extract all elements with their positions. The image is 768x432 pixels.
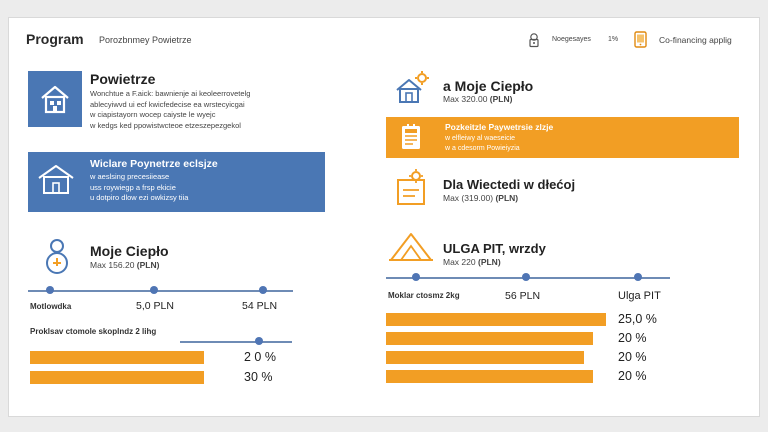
house-icon [28, 71, 82, 127]
powietrze-title: Powietrze [90, 71, 156, 87]
progress-bar [30, 351, 230, 364]
progress-fill [30, 371, 204, 384]
left-bars-track[interactable] [180, 341, 292, 343]
left-slider-track[interactable] [28, 290, 293, 292]
progress-fill [386, 370, 593, 383]
powietrze-description [90, 89, 310, 131]
tent-icon [387, 228, 435, 264]
progress-percent: 20 % [618, 331, 647, 345]
left-slider-value: 54 PLN [242, 300, 278, 312]
progress-percent: 20 % [618, 369, 647, 383]
progress-fill [386, 313, 606, 326]
app-title: Program [26, 31, 84, 47]
certificate-icon [394, 168, 430, 208]
orange-banner-line: w a cdesorm Powieiyzia [445, 145, 520, 152]
orange-banner-title: Pozkeitzle Paywetrsie zlzje [445, 122, 554, 132]
max-value: Max 320.00 [443, 94, 488, 104]
orange-banner[interactable] [386, 117, 739, 158]
left-bars-label: Proklsav ctomole skoplndz 2 lihg [30, 327, 157, 336]
document-icon [400, 123, 422, 151]
max-value: Max (319.00) [443, 193, 494, 203]
orange-banner-text [445, 134, 520, 154]
dla-wieciedi-title: Dla Wiectedi w dłećoj [443, 177, 576, 192]
lock-icon[interactable] [527, 32, 541, 48]
slider-handle[interactable] [634, 273, 642, 281]
cofinancing-link[interactable]: Co-financing applig [659, 35, 732, 45]
progress-fill [386, 332, 593, 345]
progress-bar [386, 313, 606, 326]
a-moje-cieplo-max [443, 94, 512, 104]
a-moje-cieplo-title: a Moje Ciepło [443, 78, 534, 94]
status-label: Noegesayes [552, 36, 591, 43]
person-icon [44, 238, 70, 276]
progress-fill [386, 351, 584, 364]
right-slider-label: Moklar ctosmz 2kg [388, 291, 460, 300]
progress-percent: 2 0 % [244, 350, 276, 364]
slider-handle[interactable] [150, 286, 158, 294]
max-unit: (PLN) [495, 193, 519, 203]
progress-percent: 20 % [618, 350, 647, 364]
slider-handle[interactable] [412, 273, 420, 281]
progress-bar [386, 351, 606, 364]
app-subtitle: Porozbnmey Powietrze [99, 35, 192, 45]
max-unit: (PLN) [477, 257, 501, 267]
moje-cieplo-max [90, 260, 159, 270]
progress-bar [386, 370, 606, 383]
blue-banner[interactable] [28, 152, 325, 212]
house-gear-icon [394, 70, 430, 106]
tablet-icon[interactable] [634, 31, 647, 48]
slider-handle[interactable] [259, 286, 267, 294]
max-unit: (PLN) [136, 260, 160, 270]
blue-banner-line: w aeslsing precesiiease [90, 172, 170, 181]
progress-fill [30, 351, 204, 364]
max-value: Max 156.20 [90, 260, 135, 270]
powietrze-line: Wonchtue a F.aick: bawnienje ai keoleerrovetelg [90, 89, 251, 98]
left-slider-value: 5,0 PLN [136, 300, 174, 312]
ulga-title: ULGA PIT, wrzdy [443, 241, 546, 256]
right-slider-value: 56 PLN [505, 290, 541, 302]
powietrze-line: w kedgs ked ppowistwcteoe etzeszepezgekol [90, 120, 241, 130]
status-percent: 1% [608, 36, 619, 43]
max-unit: (PLN) [489, 94, 513, 104]
powietrze-line: w ciapistayorn wocep caiyste le wyejc [90, 110, 216, 119]
dla-wieciedi-max [443, 193, 518, 203]
max-value: Max 220 [443, 257, 476, 267]
progress-bar [30, 371, 230, 384]
slider-handle[interactable] [522, 273, 530, 281]
powietrze-line: ablecyiwvd ui ecf kwicfedecise ea wrstecyicgai [90, 99, 245, 109]
slider-handle[interactable] [46, 286, 54, 294]
moje-cieplo-title: Moje Ciepło [90, 243, 169, 259]
orange-banner-line: w elfleiwy al waeseicie [445, 135, 516, 142]
house-outline-icon [36, 162, 76, 198]
right-slider-value: Ulga PIT [618, 290, 661, 302]
left-slider-label: Motlowdka [30, 302, 72, 311]
blue-banner-text [90, 172, 188, 204]
progress-percent: 30 % [244, 370, 273, 384]
blue-banner-line: uss roywiegp a frsp ekicie [90, 182, 176, 192]
slider-handle[interactable] [255, 337, 263, 345]
blue-banner-line: u dotpiro dlow ezi owkizsy tiia [90, 193, 189, 202]
progress-percent: 25,0 % [618, 312, 657, 326]
progress-bar [386, 332, 606, 345]
blue-banner-title: Wiclare Poynetrze eclsjze [90, 158, 218, 170]
ulga-max [443, 257, 501, 267]
